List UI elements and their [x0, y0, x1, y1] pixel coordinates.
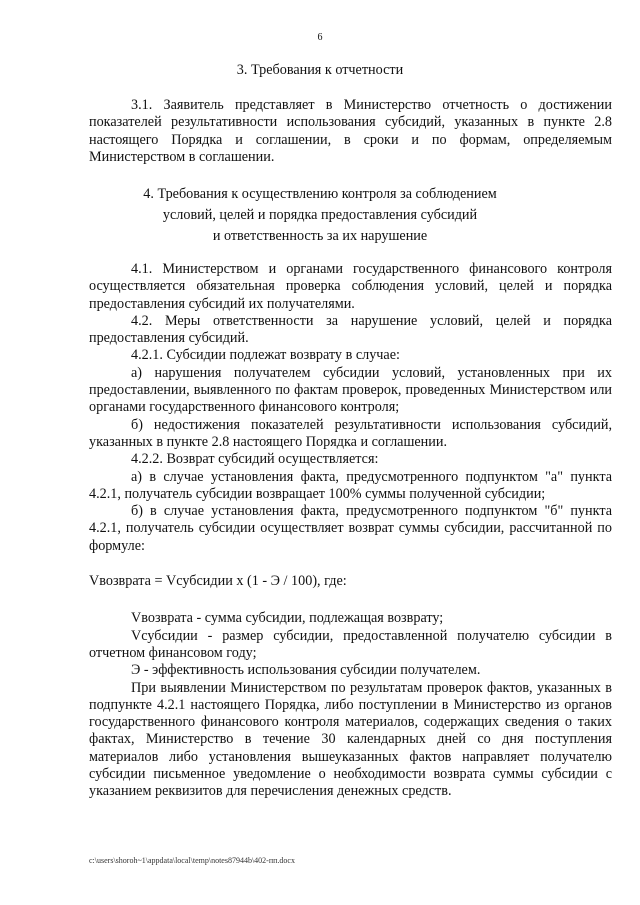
- definition-v-vozvrata: Vвозврата - сумма субсидии, подлежащая возврату;: [131, 610, 444, 627]
- page-number: 6: [317, 32, 323, 43]
- paragraph-4-2-2-a: а) в случае установления факта, предусмотренного подпунктом "а" пункта 4.2.1, получатель субсидии возвращает 100% суммы полученной субсидии;: [89, 468, 612, 502]
- paragraph-notice: При выявлении Министерством по результатам проверок фактов, указанных в подпункте 4.2.1 настоящего Порядка, либо поступлении в Министерство из органов государственного финансового контроля материалов, содержащих сведения о таких фактах, Министерство в течение 30 календарных дней со дня поступления материалов либо установления вышеуказанных фактов направляет получателю субсидии письменное уведомление о необходимости возврата суммы субсидии с указанием реквизитов для перечисления денежных средств.: [89, 679, 612, 800]
- paragraph-4-2-2-b: б) в случае установления факта, предусмотренного подпунктом "б" пункта 4.2.1, получатель субсидии осуществляет возврат суммы субсидии, рассчитанной по формуле:: [89, 503, 612, 554]
- paragraph-4-2-1-a: а) нарушения получателем субсидии условий, установленных при их предоставлении, выявленного по фактам проверок, проведенных Министерством или органами государственного финансового контроля;: [89, 364, 612, 416]
- paragraph-3-1: 3.1. Заявитель представляет в Министерство отчетность о достижении показателей результативности использования субсидий, указанных в пункте 2.8 настоящего Порядка и соглашении, в сроки и по формам, определяемым Министерством в соглашении.: [89, 97, 612, 165]
- paragraph-4-1: 4.1. Министерством и органами государственного финансового контроля осуществляется обязательная проверка соблюдения условий, целей и порядка предоставления субсидий их получателями.: [89, 261, 612, 312]
- formula: Vвозврата = Vсубсидии x (1 - Э / 100), где:: [89, 573, 347, 590]
- definition-v-subsidii: Vсубсидии - размер субсидии, предоставленной получателю субсидии в отчетном финансовом году;: [89, 627, 612, 661]
- section-4-title-line-1: 4. Требования к осуществлению контроля за соблюдением: [143, 186, 497, 202]
- section-4-title-line-2: условий, целей и порядка предоставления субсидий: [162, 207, 478, 223]
- paragraph-4-2-2: 4.2.2. Возврат субсидий осуществляется:: [131, 451, 379, 468]
- footer-file-path: c:\users\shoroh~1\appdata\local\temp\notes87944b\402-пп.docx: [89, 856, 295, 865]
- section-4-body: [89, 261, 612, 801]
- section-3-title: 3. Требования к отчетности: [236, 62, 404, 78]
- paragraph-4-2: 4.2. Меры ответственности за нарушение условий, целей и порядка предоставления субсидий.: [89, 312, 612, 347]
- paragraph-4-2-1-b: б) недостижения показателей результативности использования субсидий, указанных в пункте 2.8 настоящего Порядка и соглашении.: [89, 416, 612, 450]
- definition-e: Э - эффективность использования субсидии получателем.: [131, 662, 481, 679]
- paragraph-4-2-1: 4.2.1. Субсидии подлежат возврату в случае:: [131, 347, 400, 364]
- section-4-title: [0, 184, 640, 247]
- section-4-title-line-3: и ответственность за их нарушение: [212, 228, 428, 244]
- section-3-body: [89, 97, 612, 166]
